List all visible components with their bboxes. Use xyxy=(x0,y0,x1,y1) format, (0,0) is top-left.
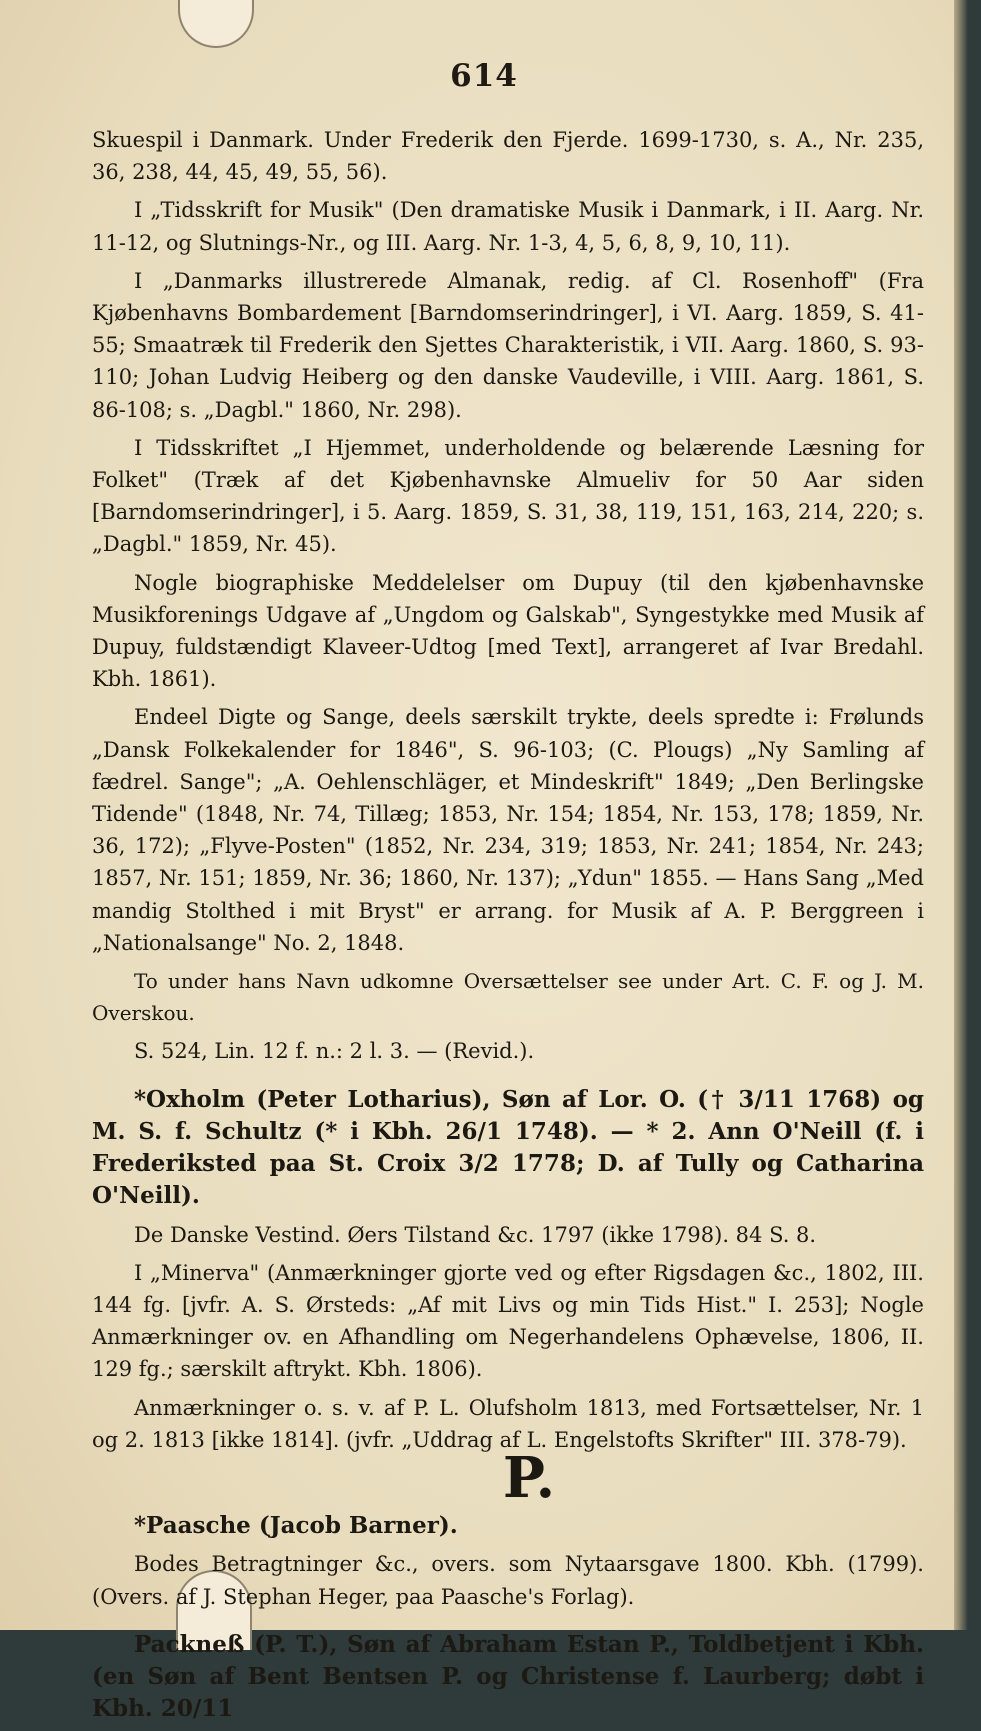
section-letter: P. xyxy=(502,1444,556,1511)
paragraph: Skuespil i Danmark. Under Frederik den Fjerde. 1699-1730, s. A., Nr. 235, 36, 238, 44, 45, 49, 55, 56). xyxy=(92,128,924,185)
paragraph: Nogle biographiske Meddelelser om Dupuy (til den kjøbenhavnske Musikforenings Udgave af „Ungdom og Galskab", Syngestykke med Musik af Dupuy, fuldstændigt Klaveer-Udtog [med Text], arrangeret af Ivar Bredahl. Kbh. 1861). xyxy=(92,570,924,692)
page-text xyxy=(92,124,924,1731)
entry-line: Anmærkninger o. s. v. af P. L. Olufsholm 1813, med Fortsættelser, Nr. 1 og 2. 1813 [ikke 1814]. (jvfr. „Uddrag af L. Engelstofts Skrifter" III. 378-79). xyxy=(92,1395,924,1452)
paragraph: Endeel Digte og Sange, deels særskilt trykte, deels spredte i: Frølunds „Dansk Folkekalender for 1846", S. 96-103; (C. Plougs) „Ny Samling af fædrel. Sange"; „A. Oehlenschläger, et Mindeskrift" 1849; „Den Berlingske Tidende" (1848, Nr. 74, Tillæg; 1853, Nr. 154; 1854, Nr. 153, 178; 1859, Nr. 36, 172); „Flyve-Posten" (1852, Nr. 234, 319; 1853, Nr. 241; 1854, Nr. 243; 1857, Nr. 151; 1859, Nr. 36; 1860, Nr. 137); „Ydun" 1855. — Hans Sang „Med mandig Stolthed i mit Bryst" er arrang. for Musik af A. P. Berggreen i „Nationalsange" No. 2, 1848. xyxy=(92,705,924,955)
binding-hole-top xyxy=(178,0,254,48)
entry-heading-paasche: *Paasche (Jacob Barner). xyxy=(134,1512,458,1540)
paragraph: I „Danmarks illustrerede Almanak, redig. af Cl. Rosenhoff" (Fra Kjøbenhavns Bombardement [Barndomserindringer], i VI. Aarg. 1859, S. 41-55; Smaatræk til Frederik den Sjettes Charakteristik, i VII. Aarg. 1860, S. 93-110; Johan Ludvig Heiberg og den danske Vaudeville, i VIII. Aarg. 1861, S. 86-108; s. „Dagbl." 1860, Nr. 298). xyxy=(92,268,924,422)
paragraph: S. 524, Lin. 12 f. n.: 2 l. 3. — (Revid.). xyxy=(134,1039,535,1064)
page-number: 614 xyxy=(450,58,518,94)
paragraph: I Tidsskriftet „I Hjemmet, underholdende og belærende Læsning for Folket" (Træk af det Kjøbenhavnske Almueliv for 50 Aar siden [Barndomserindringer], i 5. Aarg. 1859, S. 31, 38, 119, 151, 163, 214, 220; s. „Dagbl." 1859, Nr. 45). xyxy=(92,435,924,557)
paragraph: To under hans Navn udkomne Oversættelser see under Art. C. F. og J. M. Overskou. xyxy=(92,969,924,1026)
entry-line: De Danske Vestind. Øers Tilstand &c. 1797 (ikke 1798). 84 S. 8. xyxy=(134,1222,817,1247)
entry-heading-packness: Packneß (P. T.), Søn af Abraham Estan P., Toldbetjent i Kbh. (en Søn af Bent Bentsen P. og Christense f. Laurberg; døbt i Kbh. 20/11 xyxy=(92,1630,924,1723)
entry-line: Bodes Betragtninger &c., overs. som Nytaarsgave 1800. Kbh. (1799). (Overs. af J. Stephan Heger, paa Paasche's Forlag). xyxy=(92,1552,924,1609)
page-edge xyxy=(954,0,968,1630)
paragraph: I „Tidsskrift for Musik" (Den dramatiske Musik i Danmark, i II. Aarg. Nr. 11-12, og Slutnings-Nr., og III. Aarg. Nr. 1-3, 4, 5, 6, 8, 9, 10, 11). xyxy=(92,198,924,255)
entry-heading-oxholm: *Oxholm (Peter Lotharius), Søn af Lor. O. († 3/11 1768) og M. S. f. Schultz (* i Kbh. 26/1 1748). — * 2. Ann O'Neill (f. i Frederiksted paa St. Croix 3/2 1778; D. af Tully og Catharina O'Neill). xyxy=(92,1085,924,1210)
entry-line: I „Minerva" (Anmærkninger gjorte ved og efter Rigsdagen &c., 1802, III. 144 fg. [jvfr. A. S. Ørsteds: „Af mit Livs og min Tids Hist." I. 253]; Nogle Anmærkninger ov. en Afhandling om Negerhandelens Ophævelse, 1806, II. 129 fg.; særskilt aftrykt. Kbh. 1806). xyxy=(92,1260,924,1382)
